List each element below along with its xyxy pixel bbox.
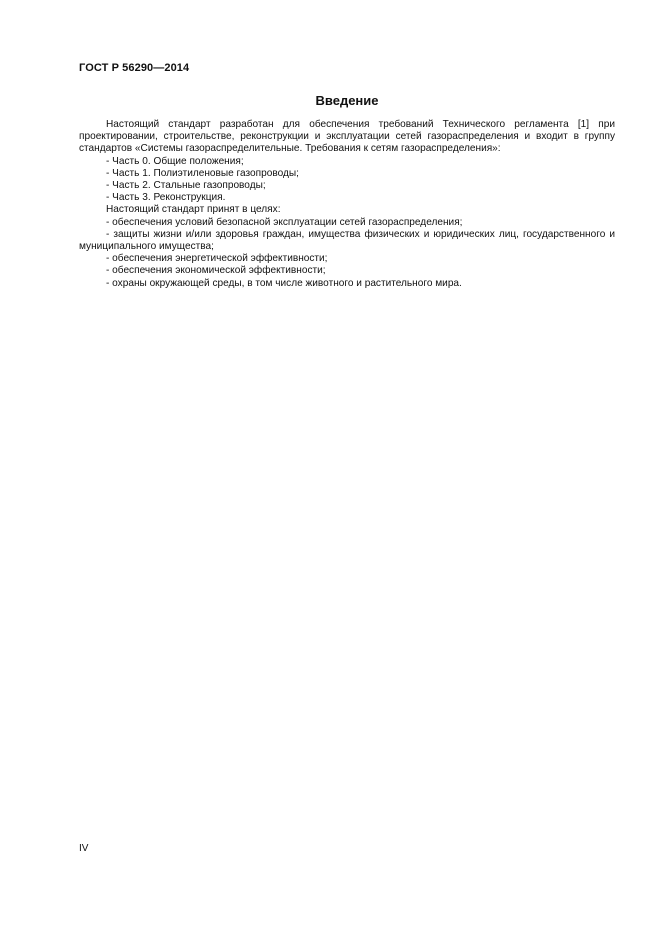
list-item-goal-protection: - защиты жизни и/или здоровья граждан, имущества физических и юридических лиц, государственного и муниципального имущества; (79, 228, 615, 253)
section-body (79, 119, 615, 290)
list-item-goal-safety: - обеспечения условий безопасной эксплуатации сетей газораспределения; (106, 216, 463, 228)
document-code: ГОСТ Р 56290—2014 (79, 62, 190, 74)
list-item-goal-economy: - обеспечения экономической эффективности; (106, 265, 326, 277)
section-title: Введение (315, 93, 379, 108)
page-number: IV (79, 843, 89, 854)
list-item-part-0: - Часть 0. Общие положения; (106, 155, 244, 167)
list-item-goal-energy: - обеспечения энергетической эффективности; (106, 253, 328, 265)
goals-intro: Настоящий стандарт принят в целях: (106, 204, 281, 216)
list-item-part-1: - Часть 1. Полиэтиленовые газопроводы; (106, 167, 299, 179)
list-item-part-2: - Часть 2. Стальные газопроводы; (106, 180, 266, 192)
intro-paragraph: Настоящий стандарт разработан для обеспечения требований Технического регламента [1] при проектировании, строительстве, реконструкции и эксплуатации сетей газораспределения и входит в группу стандартов «Системы газораспределительные. Требования к сетям газораспределения»: (79, 119, 615, 155)
list-item-part-3: - Часть 3. Реконструкция. (106, 192, 226, 204)
list-item-goal-environment: - охраны окружающей среды, в том числе животного и растительного мира. (106, 277, 462, 289)
